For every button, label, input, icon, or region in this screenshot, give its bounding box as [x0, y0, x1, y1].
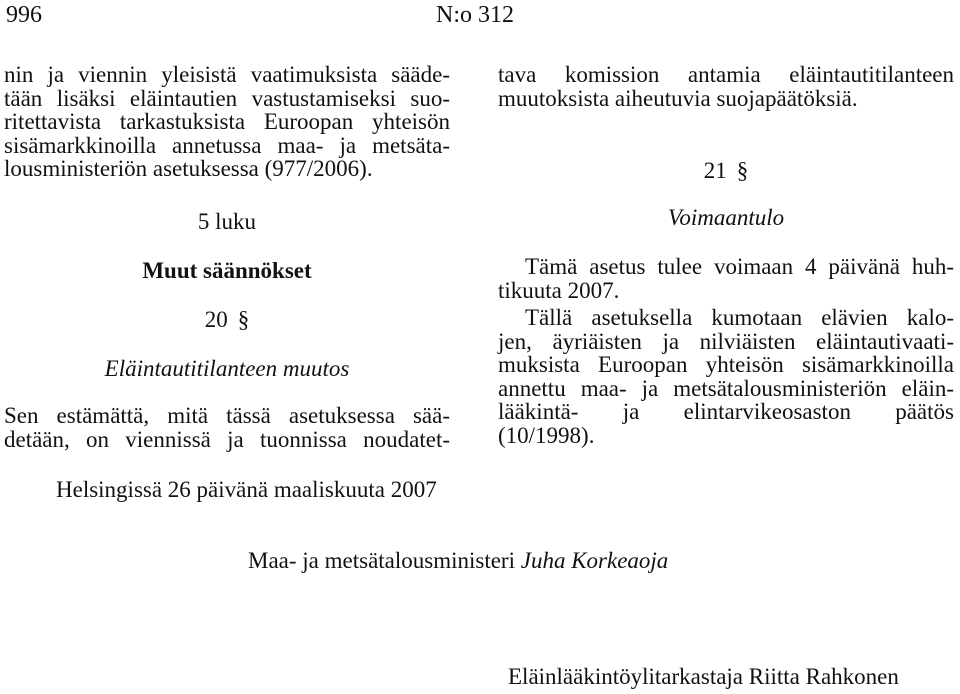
- text-line: lääkintä- ja elintarvikeosaston päätös: [498, 399, 954, 425]
- issue-number: N:o 312: [436, 2, 514, 28]
- section-20-body: [4, 404, 450, 451]
- section-20-heading: [4, 308, 450, 332]
- right-column-continued: [498, 63, 954, 110]
- text-line: (10/1998).: [498, 422, 595, 448]
- minister-name: Juha Korkeaoja: [520, 548, 669, 573]
- text-line: Tämä asetus tulee voimaan 4 päivänä huh-: [525, 254, 954, 279]
- section-21-para-2: [498, 306, 954, 448]
- text-line: muutoksista aiheutuvia suojapäätöksiä.: [498, 85, 858, 111]
- text-line: nin ja viennin yleisistä vaatimuksista sääde-: [4, 62, 450, 87]
- text-line: tava komission antamia eläintautitilanteen: [498, 62, 954, 87]
- section-21-para-1: [498, 255, 954, 302]
- signatory: Eläinlääkintöylitarkastaja Riitta Rahkonen: [508, 664, 899, 689]
- section-21-title: Voimaantulo: [667, 205, 785, 230]
- section-number: 21: [703, 158, 727, 183]
- text-line: detään, on viennissä ja tuonnissa noudatet-: [4, 426, 450, 452]
- minister-title: Maa- ja metsätalousministeri: [248, 548, 515, 573]
- section-20-title: Eläintautitilanteen muutos: [104, 356, 350, 381]
- text-line: annettu maa- ja metsätalousministeriön eläin-: [498, 375, 954, 401]
- text-line: jen, äyriäisten ja nilviäisten eläintautivaati-: [498, 328, 954, 354]
- section-sign: §: [736, 158, 749, 183]
- page-number: 996: [6, 2, 42, 28]
- text-line: Tällä asetuksella kumotaan elävien kalo-: [525, 305, 954, 330]
- text-line: tikuuta 2007.: [498, 277, 620, 303]
- left-column: [4, 63, 450, 181]
- section-number: 20: [204, 307, 228, 332]
- text-line: Sen estämättä, mitä tässä asetuksessa sää-: [4, 403, 450, 428]
- minister-signature: [248, 549, 668, 573]
- chapter-heading: 5 luku: [197, 209, 257, 234]
- section-sign: §: [237, 307, 250, 332]
- text-line: ritettavista tarkastuksista Euroopan yhteisön: [4, 109, 450, 135]
- place-date: Helsingissä 26 päivänä maaliskuuta 2007: [56, 477, 437, 502]
- section-21-heading: [498, 159, 954, 183]
- chapter-title: Muut säännökset: [142, 258, 312, 283]
- text-line: lousministeriön asetuksessa (977/2006).: [4, 156, 373, 182]
- text-line: sisämarkkinoilla annetussa maa- ja metsäta-: [4, 132, 450, 158]
- text-line: muksista Euroopan yhteisön sisämarkkinoilla: [498, 352, 954, 378]
- text-line: tään lisäksi eläintautien vastustamiseksi suo-: [4, 85, 450, 111]
